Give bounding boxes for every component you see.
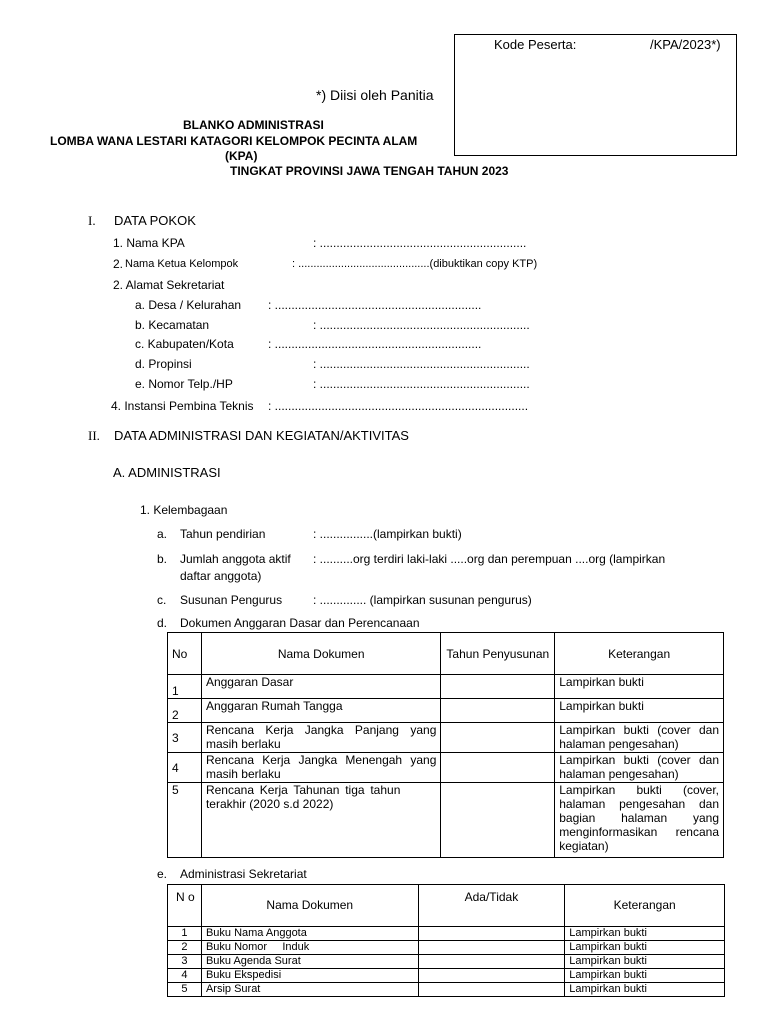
header-ada-tidak: Ada/Tidak — [418, 885, 565, 927]
row-tahun[interactable] — [441, 783, 555, 858]
susunan-pengurus-label: Susunan Pengurus — [180, 593, 283, 607]
row-no: 1 — [168, 675, 202, 699]
row-nama: Rencana Kerja Jangka Menengah yang masih berlaku — [201, 753, 440, 783]
row-nama: Anggaran Dasar — [201, 675, 440, 699]
row-nama: Buku Ekspedisi — [201, 969, 418, 983]
row-keterangan: Lampirkan bukti — [565, 955, 725, 969]
propinsi-label: d. Propinsi — [135, 357, 192, 371]
table-row — [168, 753, 724, 783]
instansi-field[interactable]: : ............................................................................ — [268, 399, 529, 413]
row-no: 3 — [168, 723, 202, 753]
ketua-field[interactable]: : ...........................................(dibuktikan copy KTP) — [292, 258, 538, 270]
section-2-title: DATA ADMINISTRASI DAN KEGIATAN/AKTIVITAS — [114, 428, 409, 443]
ketua-label: Nama Ketua Kelompok — [125, 258, 239, 270]
desa-label: a. Desa / Kelurahan — [135, 298, 242, 312]
table-header-row — [168, 885, 725, 927]
committee-note: *) Diisi oleh Panitia — [316, 87, 434, 103]
item-a-letter: a. — [157, 527, 168, 541]
nama-kpa-field[interactable]: : .............................................................. — [313, 236, 527, 250]
jumlah-anggota-label: Jumlah anggota aktif — [180, 552, 291, 566]
row-keterangan: Lampirkan bukti — [565, 927, 725, 941]
table-row — [168, 723, 724, 753]
header-keterangan: Keterangan — [565, 885, 725, 927]
kelembagaan-label: 1. Kelembagaan — [140, 503, 228, 517]
row-keterangan: Lampirkan bukti (cover, halaman pengesahan dan bagian halaman yang menginformasikan rencana kegiatan) — [555, 783, 724, 858]
row-no: 3 — [168, 955, 202, 969]
row-tahun[interactable] — [441, 723, 555, 753]
header-no: No — [168, 633, 202, 675]
row-keterangan: Lampirkan bukti (cover dan halaman pengesahan) — [555, 753, 724, 783]
row-nama: Arsip Surat — [201, 983, 418, 997]
row-keterangan: Lampirkan bukti — [555, 675, 724, 699]
participant-code-label: Kode Peserta: — [494, 37, 577, 52]
administrasi-sekretariat-table — [167, 884, 725, 997]
row-nama: Buku Agenda Surat — [201, 955, 418, 969]
row-no: 4 — [168, 969, 202, 983]
row-ada[interactable] — [418, 927, 565, 941]
header-no: N o — [168, 885, 202, 927]
jumlah-anggota-field[interactable]: : ..........org terdiri laki-laki .....org dan perempuan ....org (lampirkan — [313, 552, 666, 566]
form-subtitle: LOMBA WANA LESTARI KATAGORI KELOMPOK PECINTA ALAM — [50, 134, 418, 148]
tahun-pendirian-label: Tahun pendirian — [180, 527, 266, 541]
header-keterangan: Keterangan — [555, 633, 724, 675]
form-title: BLANKO ADMINISTRASI — [183, 118, 324, 132]
item-d-letter: d. — [157, 616, 168, 630]
table-row — [168, 983, 725, 997]
row-ada[interactable] — [418, 955, 565, 969]
participant-code-suffix: /KPA/2023*) — [650, 37, 721, 52]
row-nama: Anggaran Rumah Tangga — [201, 699, 440, 723]
item-c-letter: c. — [157, 593, 167, 607]
administrasi-sekretariat-label: Administrasi Sekretariat — [180, 867, 307, 881]
item-e-letter: e. — [157, 867, 168, 881]
row-no: 2 — [168, 941, 202, 955]
kecamatan-field[interactable]: : ............................................................... — [313, 318, 530, 332]
susunan-pengurus-field[interactable]: : .............. (lampirkan susunan pengurus) — [313, 593, 532, 607]
row-keterangan: Lampirkan bukti — [565, 983, 725, 997]
dokumen-anggaran-label: Dokumen Anggaran Dasar dan Perencanaan — [180, 616, 420, 630]
row-tahun[interactable] — [441, 675, 555, 699]
row-ada[interactable] — [418, 983, 565, 997]
row-tahun[interactable] — [441, 753, 555, 783]
telp-label: e. Nomor Telp./HP — [135, 377, 233, 391]
table-header-row — [168, 633, 724, 675]
header-nama-dokumen: Nama Dokumen — [201, 633, 440, 675]
row-no: 5 — [168, 783, 202, 858]
section-1-number: I. — [88, 213, 96, 228]
jumlah-anggota-continuation: daftar anggota) — [180, 569, 262, 583]
header-nama-dokumen: Nama Dokumen — [201, 885, 418, 927]
table-row — [168, 927, 725, 941]
section-1-title: DATA POKOK — [114, 213, 196, 228]
ketua-number: 2. — [113, 257, 124, 271]
row-keterangan: Lampirkan bukti — [565, 941, 725, 955]
table-row — [168, 955, 725, 969]
row-nama: Rencana Kerja Tahunan tiga tahun terakhir (2020 s.d 2022) — [201, 783, 440, 858]
item-b-letter: b. — [157, 552, 168, 566]
nama-kpa-label: 1. Nama KPA — [113, 236, 185, 250]
row-ada[interactable] — [418, 941, 565, 955]
row-no: 2 — [168, 699, 202, 723]
row-nama: Buku Nama Anggota — [201, 927, 418, 941]
row-nama: Rencana Kerja Jangka Panjang yang masih berlaku — [201, 723, 440, 753]
row-keterangan: Lampirkan bukti — [555, 699, 724, 723]
table-row — [168, 941, 725, 955]
telp-field[interactable]: : ............................................................... — [313, 377, 530, 391]
kecamatan-label: b. Kecamatan — [135, 318, 210, 332]
alamat-label: 2. Alamat Sekretariat — [113, 278, 225, 292]
kabupaten-label: c. Kabupaten/Kota — [135, 337, 234, 351]
desa-field[interactable]: : .............................................................. — [268, 298, 482, 312]
row-nama: Buku Nomor Induk — [201, 941, 418, 955]
row-keterangan: Lampirkan bukti — [565, 969, 725, 983]
form-subtitle-province: TINGKAT PROVINSI JAWA TENGAH TAHUN 2023 — [230, 164, 509, 178]
table-row — [168, 783, 724, 858]
section-2-number: II. — [88, 428, 100, 443]
propinsi-field[interactable]: : ............................................................... — [313, 357, 530, 371]
header-tahun: Tahun Penyusunan — [441, 633, 555, 675]
row-keterangan: Lampirkan bukti (cover dan halaman pengesahan) — [555, 723, 724, 753]
row-no: 5 — [168, 983, 202, 997]
row-tahun[interactable] — [441, 699, 555, 723]
row-ada[interactable] — [418, 969, 565, 983]
kabupaten-field[interactable]: : .............................................................. — [268, 337, 482, 351]
instansi-label: 4. Instansi Pembina Teknis — [111, 399, 254, 413]
row-no: 1 — [168, 927, 202, 941]
tahun-pendirian-field[interactable]: : ................(lampirkan bukti) — [313, 527, 462, 541]
row-no: 4 — [168, 753, 202, 783]
participant-code-box — [454, 34, 737, 156]
subsection-a-title: A. ADMINISTRASI — [113, 465, 221, 480]
table-row — [168, 969, 725, 983]
dokumen-anggaran-table — [167, 632, 724, 858]
table-row — [168, 675, 724, 699]
form-subtitle-kpa: (KPA) — [225, 149, 258, 163]
table-row — [168, 699, 724, 723]
